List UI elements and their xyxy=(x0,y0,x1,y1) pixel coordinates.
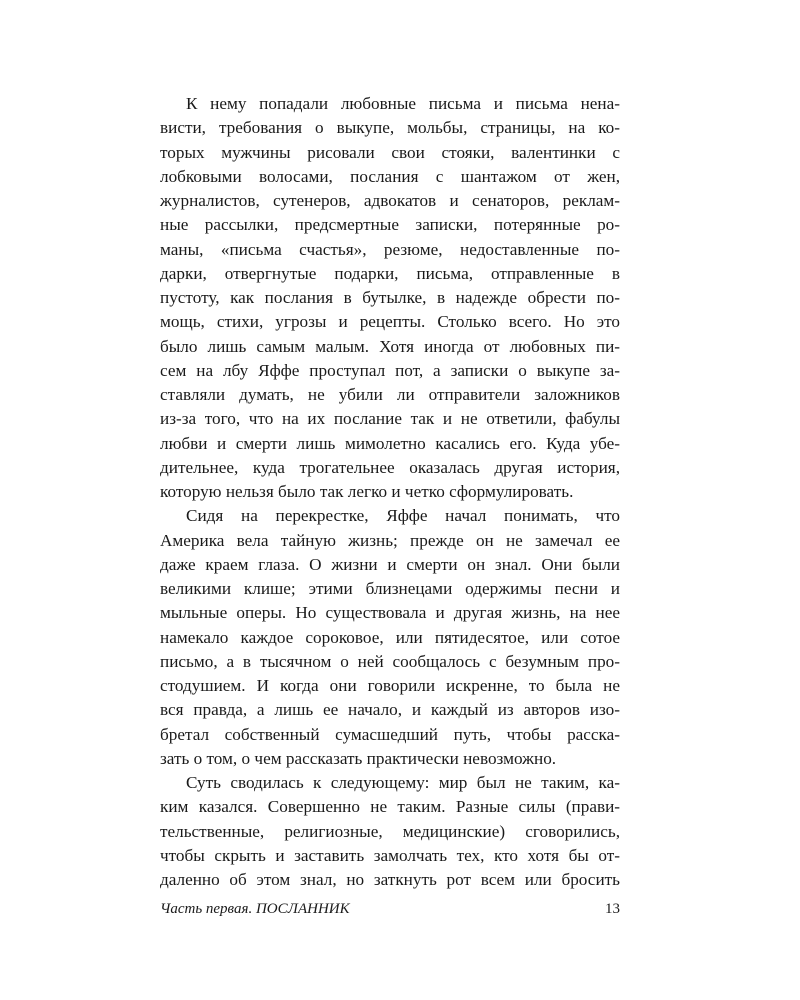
body-text xyxy=(160,92,620,892)
text-line: даленно об этом знал, но заткнуть рот всем или бросить xyxy=(160,870,620,889)
text-line: мыльные оперы. Но существовала и другая жизнь, на нее xyxy=(160,603,620,623)
page-footer xyxy=(160,901,620,925)
text-line: намекало каждое сороковое, или пятидесятое, или сотое xyxy=(160,627,620,647)
text-line: из-за того, что на их послание так и не ответили, фабулы xyxy=(160,409,620,429)
text-line: чтобы скрыть и заставить замолчать тех, кто хотя бы от- xyxy=(160,845,620,865)
text-line: сем на лбу Яффе проступал пот, а записки о выкупе за- xyxy=(160,360,620,380)
text-line: тельственные, религиозные, медицинские) сговорились, xyxy=(160,821,620,841)
text-line: бретал собственный сумасшедший путь, чтобы расска- xyxy=(160,724,620,744)
text-line: даже краем глаза. О жизни и смерти он знал. Они были xyxy=(160,554,620,574)
paragraph-2-end-line: зать о том, о чем рассказать практически невозможно. xyxy=(160,748,557,768)
text-line: ким казался. Совершенно не таким. Разные силы (прави- xyxy=(160,797,620,817)
paragraph-1-start-line: К нему попадали любовные письма и письма нена- xyxy=(186,94,620,113)
paragraph-2-start-line: Сидя на перекрестке, Яффе начал понимать, что xyxy=(186,506,620,526)
text-line: мощь, стихи, угрозы и рецепты. Столько всего. Но это xyxy=(160,312,620,332)
text-line: великими клише; этими близнецами одержимы песни и xyxy=(160,579,620,598)
text-line: дарки, отвергнутые подарки, письма, отправленные в xyxy=(160,263,620,283)
paragraph-1-end-line: которую нельзя было так легко и четко сформулировать. xyxy=(160,482,574,501)
text-line: письмо, а в тысячном о ней сообщалось с безумным про- xyxy=(160,651,620,671)
text-line: дительнее, куда трогательнее оказалась другая история, xyxy=(160,457,620,477)
text-line: лобковыми волосами, послания с шантажом от жен, xyxy=(160,166,620,186)
paragraph-3-start-line: Суть сводилась к следующему: мир был не таким, ка- xyxy=(186,773,620,792)
text-line: торых мужчины рисовали свои стояки, валентинки с xyxy=(160,142,620,162)
text-line: маны, «письма счастья», резюме, недоставленные по- xyxy=(160,239,620,259)
text-line: стодушием. И когда они говорили искренне, то была не xyxy=(160,676,620,695)
text-line: журналистов, сутенеров, адвокатов и сенаторов, реклам- xyxy=(160,191,620,210)
text-line: пустоту, как послания в бутылке, в надежде обрести по- xyxy=(160,288,620,307)
running-title: Часть первая. ПОСЛАННИК xyxy=(160,901,350,917)
text-line: вся правда, а лишь ее начало, и каждый из авторов изо- xyxy=(160,700,620,720)
text-line: висти, требования о выкупе, мольбы, страницы, на ко- xyxy=(160,118,620,138)
text-line: ные рассылки, предсмертные записки, потерянные ро- xyxy=(160,215,620,235)
text-line: Америка вела тайную жизнь; прежде он не замечал ее xyxy=(160,530,620,550)
text-line: было лишь самым малым. Хотя иногда от любовных пи- xyxy=(160,336,620,356)
text-line: любви и смерти лишь мимолетно касались его. Куда убе- xyxy=(160,433,620,453)
text-line: ставляли думать, не убили ли отправители заложников xyxy=(160,385,620,404)
page-number: 13 xyxy=(605,901,620,917)
